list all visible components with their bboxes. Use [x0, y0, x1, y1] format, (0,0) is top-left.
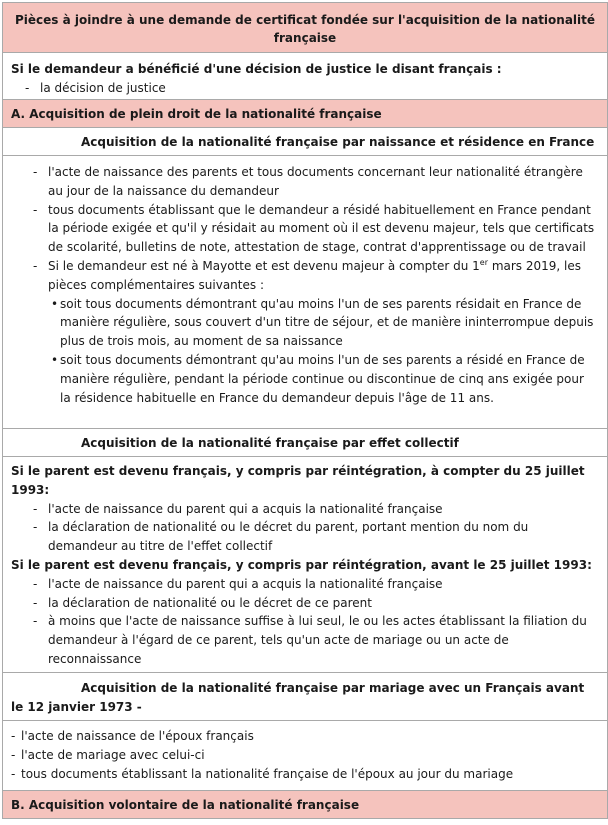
mayotte-text-sup: er: [479, 257, 489, 267]
document-table: [2, 2, 608, 819]
justice-heading: Si le demandeur a bénéficié d'une décision de justice le disant français :: [11, 62, 502, 76]
mayotte-bullet: • soit tous documents démontrant qu'au moins l'un de ses parents résidait en France de manière régulière, sous couvert d'un titre de séjour, et de manière ininterrompue depuis plus de trois mois, au moment de sa naissance: [11, 295, 597, 351]
section-a-label: A. Acquisition de plein droit de la nationalité française: [3, 100, 607, 128]
collectif-block: [3, 457, 607, 673]
naissance-item: - tous documents établissant que le demandeur a résidé habituellement en France pendant la période exigée et qu'il y résidait au moment où il est devenu majeur, tels que certificats de scolarité, bulletins de note, attestation de stage, contrat d'apprentissage ou de travail: [11, 201, 597, 257]
document-title: Pièces à joindre à une demande de certificat fondée sur l'acquisition de la nationalité française: [3, 2, 607, 53]
mariage-item: - tous documents établissant la nationalité française de l'époux au jour du mariage: [11, 765, 597, 784]
mariage-item: - l'acte de naissance de l'époux français: [11, 727, 597, 746]
collectif-case-heading: Si le parent est devenu français, y compris par réintégration, avant le 25 juillet 1993:: [11, 557, 592, 572]
mayotte-text-pre: Si le demandeur est né à Mayotte et est devenu majeur à compter du 1: [48, 258, 480, 273]
justice-block: [3, 53, 607, 100]
collectif-item: - l'acte de naissance du parent qui a acquis la nationalité française: [11, 500, 597, 519]
collectif-item: - à moins que l'acte de naissance suffise à lui seul, le ou les actes établissant la filiation du demandeur à l'égard de ce parent, tels qu'un acte de mariage ou un acte de reconnaissance: [11, 612, 597, 668]
naissance-heading-row: [3, 128, 607, 156]
mariage-heading-row: [3, 673, 607, 721]
naissance-heading: Acquisition de la nationalité française par naissance et résidence en France: [81, 135, 595, 149]
section-b-label: B. Acquisition volontaire de la nationalité française: [3, 791, 607, 819]
mariage-block: [3, 721, 607, 791]
mayotte-item: [11, 257, 597, 295]
mariage-heading: Acquisition de la nationalité française par mariage avec un Français avant le 12 janvier 1973 -: [11, 681, 585, 714]
naissance-item: - l'acte de naissance des parents et tous documents concernant leur nationalité étrangère au jour de la naissance du demandeur: [11, 163, 597, 201]
mayotte-text-post: mars 2019, les pièces complémentaires suivantes :: [48, 258, 582, 292]
collectif-item: - la déclaration de nationalité ou le décret du parent, portant mention du nom du demandeur au titre de l'effet collectif: [11, 518, 597, 556]
collectif-case-heading: Si le parent est devenu français, y compris par réintégration, à compter du 25 juillet 1993:: [11, 464, 585, 497]
collectif-heading: Acquisition de la nationalité française par effet collectif: [81, 436, 459, 450]
collectif-item: - l'acte de naissance du parent qui a acquis la nationalité française: [11, 575, 597, 594]
naissance-block: [3, 156, 607, 429]
justice-item: - la décision de justice: [11, 79, 599, 98]
mariage-item: - l'acte de mariage avec celui-ci: [11, 746, 597, 765]
mayotte-bullet: • soit tous documents démontrant qu'au moins l'un de ses parents a résidé en France de manière régulière, pendant la période continue ou discontinue de cinq ans exigée pour la résidence habituelle en France du demandeur depuis l'âge de 11 ans.: [11, 351, 597, 407]
collectif-heading-row: [3, 429, 607, 457]
collectif-item: - la déclaration de nationalité ou le décret de ce parent: [11, 594, 597, 613]
